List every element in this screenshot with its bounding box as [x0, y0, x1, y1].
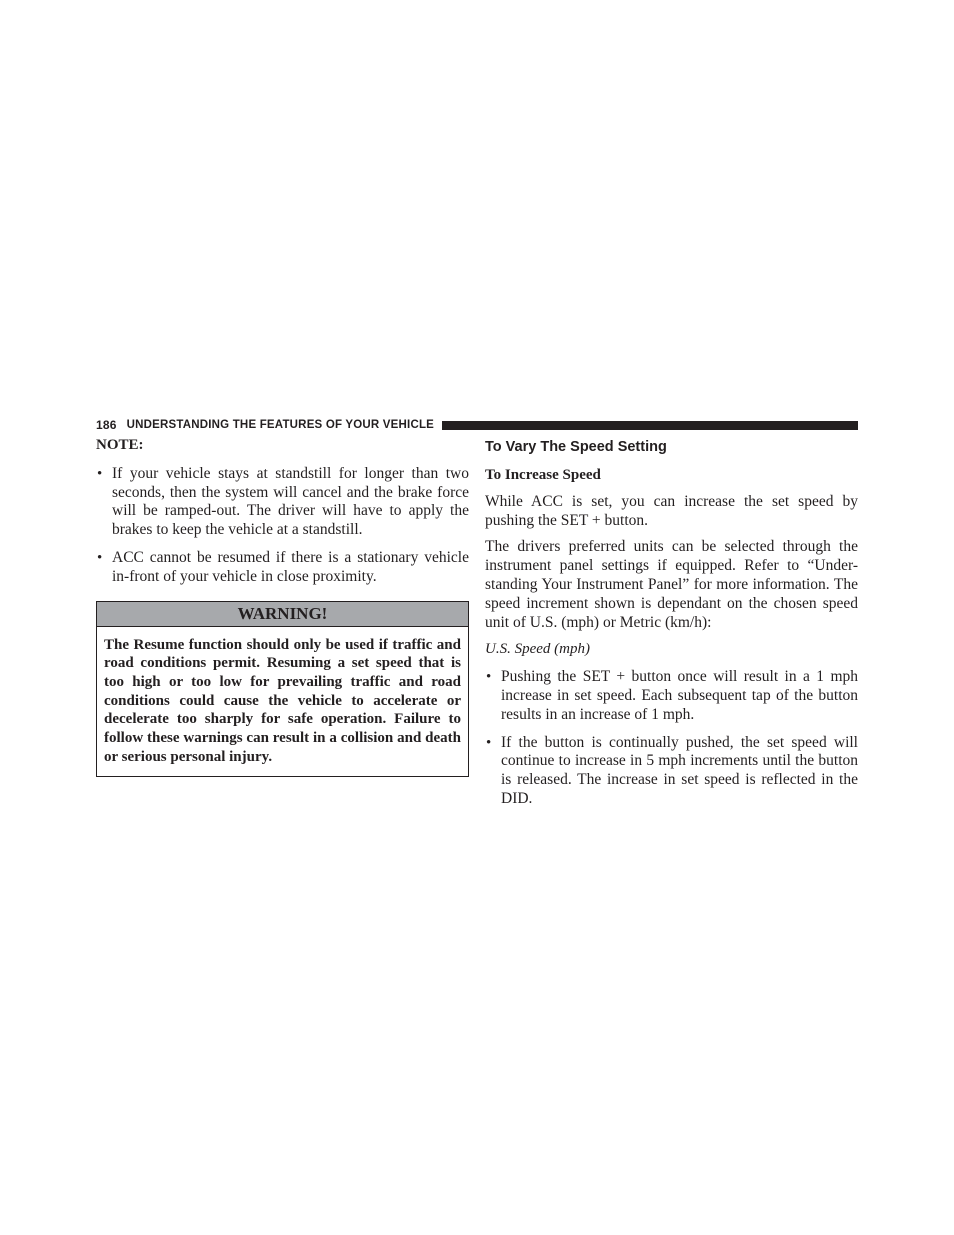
right-column — [485, 436, 858, 818]
list-item — [96, 465, 469, 540]
section-title: UNDERSTANDING THE FEATURES OF YOUR VEHICLE — [126, 419, 435, 431]
warning-text: The Resume function should only be used if traffic and road conditions permit. Resuming a set speed that is too high or too low for prevailing traffic and road conditions could cause the vehicle to accelerate or decelerate too sharply for safe operation. Failure to follow these warnings can result in a collision and death or serious personal injury. — [104, 636, 461, 765]
note-bullet-text: ACC cannot be resumed if there is a stationary vehicle in-front of your vehicle in close proximity. — [112, 548, 469, 585]
note-bullet-list — [96, 465, 469, 587]
warning-title: WARNING! — [97, 602, 468, 627]
subsection-heading: To Increase Speed — [485, 467, 601, 483]
speed-bullet-list — [485, 668, 858, 809]
section-heading: To Vary The Speed Setting — [485, 439, 667, 455]
page-number: 186 — [96, 418, 117, 432]
bullet-icon: • — [486, 734, 492, 751]
list-item — [96, 549, 469, 587]
bullet-icon: • — [486, 669, 492, 686]
italic-subheading: U.S. Speed (mph) — [485, 641, 590, 658]
bullet-icon: • — [97, 549, 103, 566]
list-item — [485, 668, 858, 724]
header-rule-bar — [442, 421, 858, 430]
speed-bullet-text: Pushing the SET + button once will result in a 1 mph increase in set speed. Each subsequent tap of the button results in an increase of 1 mph. — [501, 668, 858, 723]
page-header — [96, 416, 858, 434]
speed-bullet-text: If the button is continually pushed, the set speed will continue to increase in 5 mph increments until the button is released. The increase in set speed is reflected in the DID. — [501, 733, 858, 807]
list-item — [485, 734, 858, 809]
paragraph: While ACC is set, you can increase the set speed by pushing the SET + button. — [485, 492, 858, 529]
warning-box — [96, 601, 469, 777]
paragraph: The drivers preferred units can be selected through the instrument panel settings if equipped. Refer to “Under-standing Your Instrument Panel” for more information. The speed increment shown is dependant on the chosen speed unit of U.S. (mph) or Metric (km/h): — [485, 538, 858, 631]
left-column — [96, 436, 469, 777]
note-label: NOTE: — [96, 437, 144, 453]
note-bullet-text: If your vehicle stays at standstill for longer than two seconds, then the system will cancel and the brake force will be ramped-out. The driver will have to apply the brakes to keep the vehicle at a standstill. — [112, 464, 469, 539]
bullet-icon: • — [97, 465, 103, 482]
